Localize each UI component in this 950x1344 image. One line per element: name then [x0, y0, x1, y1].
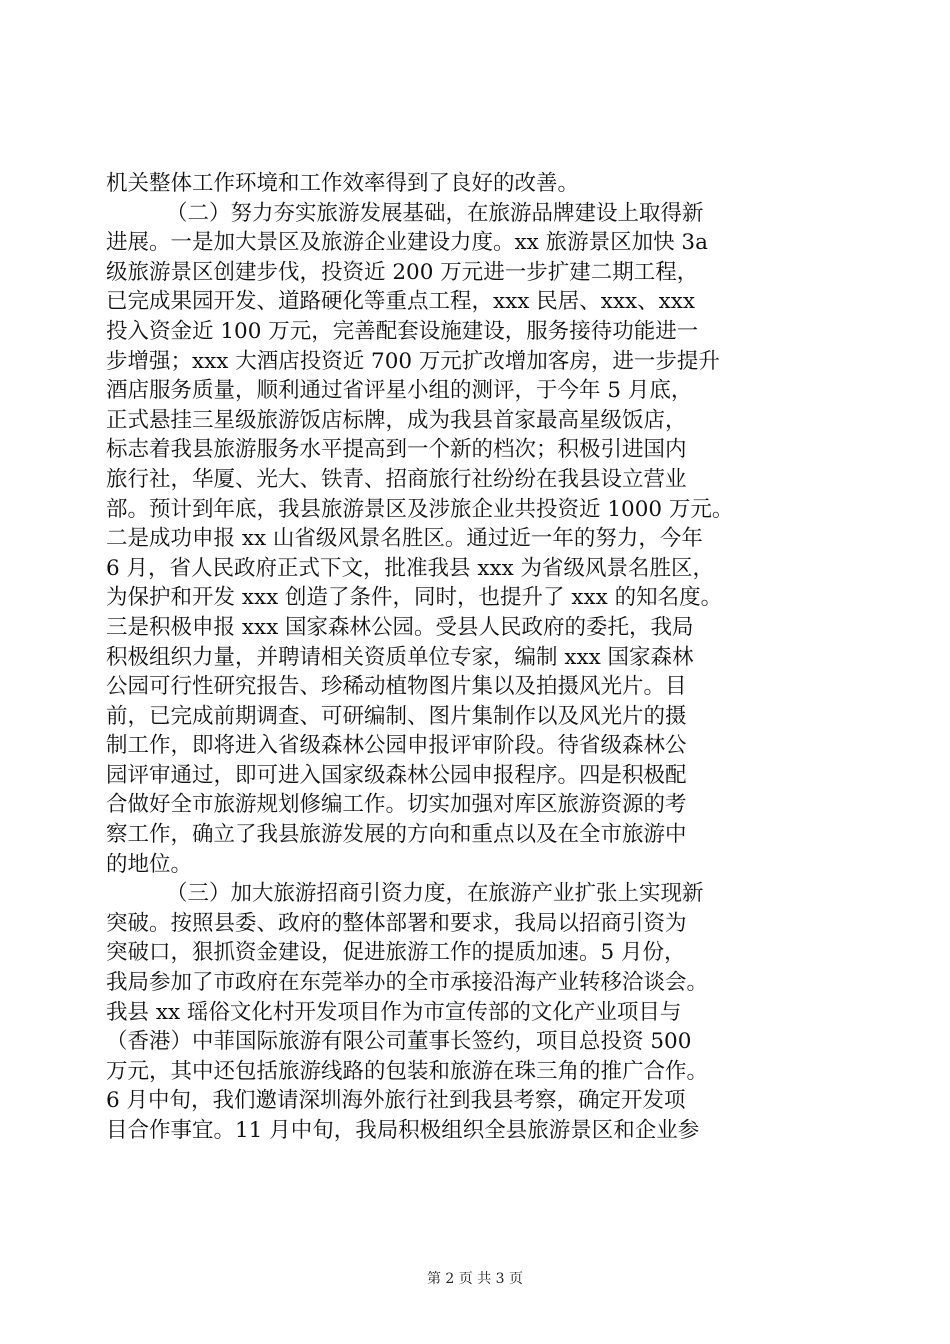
page-footer: 第 2 页 共 3 页	[426, 1271, 524, 1287]
text-line: 突破。按照县委、政府的整体部署和要求，我局以招商引资为	[106, 910, 687, 936]
text-line: 6 月中旬，我们邀请深圳海外旅行社到我县考察，确定开发项	[106, 1088, 686, 1114]
text-line: 突破口，狠抓资金建设，促进旅游工作的提质加速。5 月份，	[106, 940, 686, 966]
text-line: （三）加大旅游招商引资力度，在旅游产业扩张上实现新	[166, 881, 704, 907]
text-line: 的地位。	[106, 851, 193, 877]
text-line: （二）努力夯实旅游发展基础，在旅游品牌建设上取得新	[166, 200, 704, 226]
text-line: 已完成果园开发、道路硬化等重点工程，xxx 民居、xxx、xxx	[106, 289, 695, 315]
text-line: 酒店服务质量，顺利通过省评星小组的测评，于今年 5 月底，	[106, 378, 693, 404]
text-line: 万元，其中还包括旅游线路的包装和旅游在珠三角的推广合作。	[106, 1058, 709, 1084]
text-line: 机关整体工作环境和工作效率得到了良好的改善。	[106, 171, 580, 196]
text-line: 二是成功申报 xx 山省级风景名胜区。通过近一年的努力，今年	[106, 526, 703, 552]
text-line: 我局参加了市政府在东莞举办的全市承接沿海产业转移洽谈会。	[106, 970, 709, 996]
text-line: 公园可行性研究报告、珍稀动植物图片集以及拍摄风光片。目	[106, 674, 687, 700]
text-line: 投入资金近 100 万元，完善配套设施建设，服务接待功能进一	[106, 318, 699, 344]
text-line: 制工作，即将进入省级森林公园申报评审阶段。待省级森林公	[106, 733, 687, 759]
text-line: 积极组织力量，并聘请相关资质单位专家，编制 xxx 国家森林	[106, 644, 694, 670]
text-line: 园评审通过，即可进入国家级森林公园申报程序。四是积极配	[106, 762, 687, 788]
text-line: 三是积极申报 xxx 国家森林公园。受县人民政府的委托，我局	[106, 614, 694, 640]
text-line: 正式悬挂三星级旅游饭店标牌，成为我县首家最高星级饭店，	[106, 407, 687, 433]
text-line: 级旅游景区创建步伐，投资近 200 万元进一步扩建二期工程，	[106, 259, 699, 285]
text-line: 6 月，省人民政府正式下文，批准我县 xxx 为省级风景名胜区，	[106, 555, 715, 581]
text-line: 步增强；xxx 大酒店投资近 700 万元扩改增加客房，进一步提升	[106, 348, 720, 374]
text-line: 旅行社，华厦、光大、铁青、招商旅行社纷纷在我县设立营业	[106, 466, 687, 492]
text-line: 为保护和开发 xxx 创造了条件，同时，也提升了 xxx 的知名度。	[106, 585, 723, 611]
text-line: （香港）中菲国际旅游有限公司董事长签约，项目总投资 500	[106, 1029, 692, 1055]
text-line: 进展。一是加大景区及旅游企业建设力度。xx 旅游景区加快 3a	[106, 230, 708, 256]
text-line: 标志着我县旅游服务水平提高到一个新的档次；积极引进国内	[106, 437, 687, 463]
text-line: 部。预计到年底，我县旅游景区及涉旅企业共投资近 1000 万元。	[106, 496, 734, 522]
text-line: 前，已完成前期调查、可研编制、图片集制作以及风光片的摄	[106, 703, 687, 729]
text-line: 察工作，确立了我县旅游发展的方向和重点以及在全市旅游中	[106, 822, 687, 848]
text-line: 目合作事宜。11 月中旬，我局积极组织全县旅游景区和企业参	[106, 1118, 700, 1143]
text-line: 合做好全市旅游规划修编工作。切实加强对库区旅游资源的考	[106, 792, 687, 818]
text-line: 我县 xx 瑶俗文化村开发项目作为市宣传部的文化产业项目与	[106, 999, 682, 1025]
body-text	[106, 169, 866, 1146]
